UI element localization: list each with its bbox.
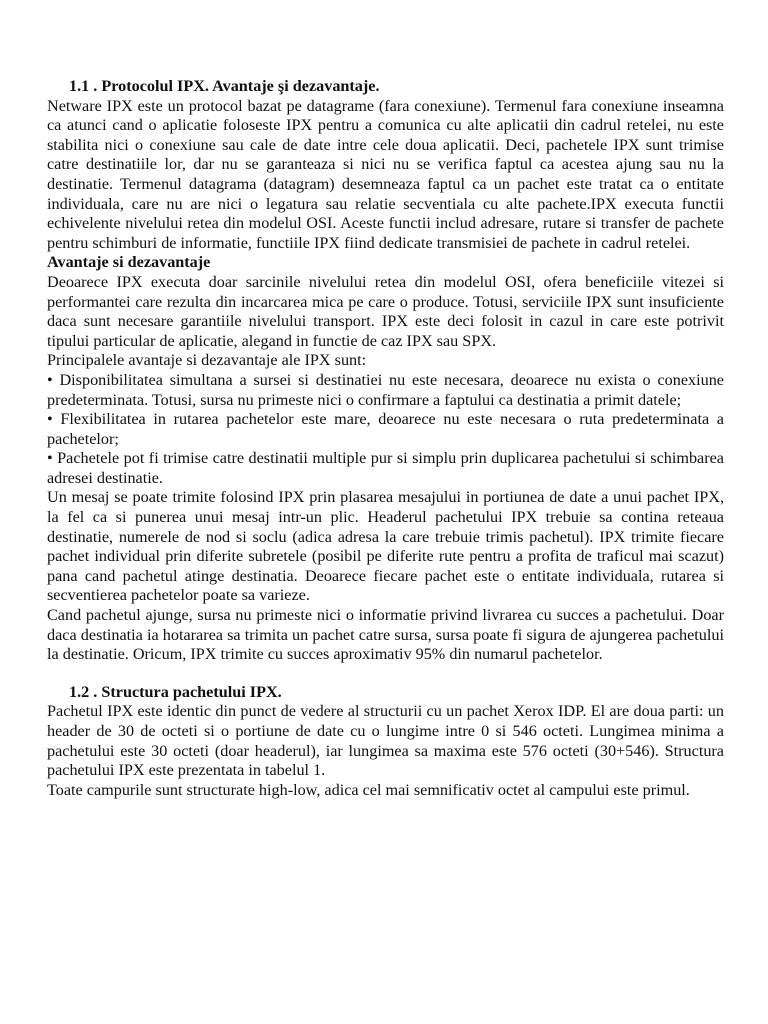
paragraph-high-low: Toate campurile sunt structurate high-low, adica cel mai semnificativ octet al campului este primul. <box>47 780 690 799</box>
bullet-availability: • Disponibilitatea simultana a sursei si destinatiei nu este necesara, deoarece nu exista o conexiune predeterminata. Totusi, sursa nu primeste nici o confirmare a faptului ca destinatia a primit datele; <box>47 370 724 409</box>
subheading-advantages: Avantaje si dezavantaje <box>47 253 211 272</box>
paragraph-advantages-intro: Deoarece IPX executa doar sarcinile nivelului retea din modelul OSI, ofera beneficiile vitezei si performantei care rezulta din incarcarea mica pe care o produce. Totusi, serviciile IPX sunt insuficiente daca sunt necesare garantiile nivelului transport. IPX este deci folosit in cazul in care este potrivit tipului particular de aplicatie, alegand in functie de caz IPX sau SPX. <box>47 272 724 350</box>
section-spacer <box>47 665 724 683</box>
paragraph-main-advantages: Principalele avantaje si dezavantaje ale IPX sunt: <box>47 351 367 370</box>
bullet-multiple-destinations: • Pachetele pot fi trimise catre destinatii multiple pur si simplu prin duplicarea pachetului si schimbarea adresei destinatie. <box>47 449 724 487</box>
paragraph-sending-message: Un mesaj se poate trimite folosind IPX prin plasarea mesajului in portiunea de date a unui pachet IPX, la fel ca si punerea unui mesaj intr-un plic. Headerul pachetului IPX trebuie sa contina reteaua destinatie, numerele de nod si soclu (adica adresa la care trebuie trimis pachetul). IPX trimite fiecare pachet individual prin diferite subretele (posibil pe diferite rute pentru a profita de traficul mai scazut) pana cand pachetul atinge destinatia. Deoarece fiecare pachet este o entitate individuala, rutarea si secventierea pachetelor poate sa varieze. <box>47 488 724 605</box>
section-heading-ipx-protocol: 1.1 . Protocolul IPX. Avantaje şi dezavantaje. <box>69 77 380 95</box>
bullet-flexibility: • Flexibilitatea in rutarea pachetelor este mare, deoarece nu este necesara o ruta predeterminata a pachetelor; <box>47 410 724 448</box>
paragraph-ipx-intro: Netware IPX este un protocol bazat pe datagrame (fara conexiune). Termenul fara conexiune inseamna ca atunci cand o aplicatie foloseste IPX pentru a comunica cu alte aplicatii din cadrul retelei, nu este stabilita nici o conexiune sau cale de date intre cele doua aplicatii. Deci, pachetele IPX sunt trimise catre destinatiile lor, dar nu se garanteaza si nici nu se verifica faptul ca acestea ajung sau nu la destinatie. Termenul datagrama (datagram) desemneaza faptul ca un pachet este tratat ca o entitate individuala, care nu are nici o legatura sau relatie secventiala cu alte pachete.IPX executa functii echivelente nivelului retea din modelul OSI. Aceste functii includ adresare, rutare si transfer de pachete pentru schimburi de informatie, functiile IPX fiind dedicate transmisiei de pachete in cadrul retelei. <box>47 96 724 252</box>
paragraph-delivery: Cand pachetul ajunge, sursa nu primeste nici o informatie privind livrarea cu succes a pachetului. Doar daca destinatia ia hotararea sa trimita un pachet catre sursa, sursa poate fi sigura de ajungerea pachetului la destinatie. Oricum, IPX trimite cu succes aproximativ 95% din numarul pachetelor. <box>47 606 724 664</box>
paragraph-packet-structure: Pachetul IPX este identic din punct de vedere al structurii cu un pachet Xerox IDP. El are doua parti: un header de 30 de octeti si o portiune de date cu o lungime intre 0 si 546 octeti. Lungimea minima a pachetului este 30 octeti (doar headerul), iar lungimea sa maxima este 576 octeti (30+546). Structura pachetului IPX este prezentata in tabelul 1. <box>47 702 724 780</box>
section-heading-packet-structure: 1.2 . Structura pachetului IPX. <box>69 682 282 701</box>
